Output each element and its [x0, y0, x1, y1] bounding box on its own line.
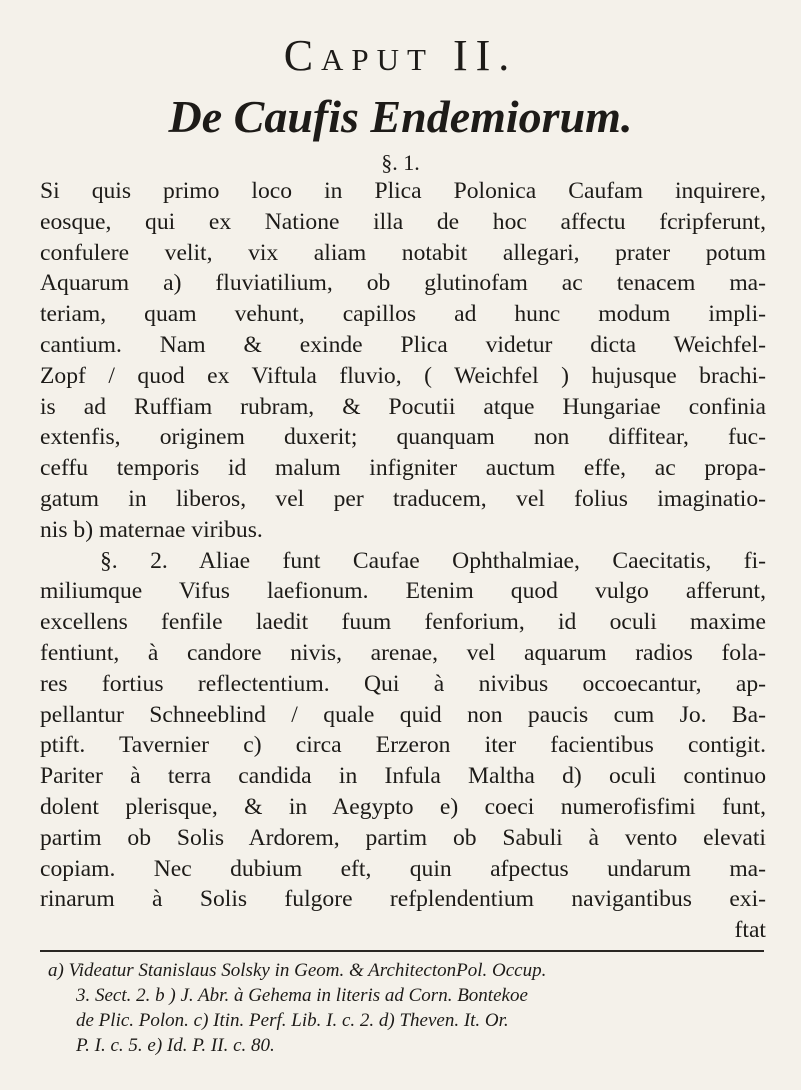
text-line: §. 2. Aliae funt Caufae Ophthalmiae, Caecitatis, fi-: [100, 547, 766, 574]
section-number: §. 1.: [381, 150, 420, 175]
text-line: extenfis, originem duxerit; quanquam non diffitear, fuc-: [40, 424, 766, 451]
text-line: pellantur Schneeblind / quale quid non paucis cum Jo. Ba-: [40, 701, 766, 728]
text-line: excellens fenfile laedit fuum fenforium, id oculi maxime: [40, 609, 766, 636]
text-line: eosque, qui ex Natione illa de hoc affectu fcripferunt,: [40, 208, 766, 235]
footnote-line: 3. Sect. 2. b ) J. Abr. à Gehema in literis ad Corn. Bontekoe: [76, 985, 528, 1006]
text-line: gatum in liberos, vel per traducem, vel folius imaginatio-: [40, 485, 766, 512]
text-line: rinarum à Solis fulgore refplendentium navigantibus exi-: [40, 886, 766, 913]
text-line: is ad Ruffiam rubram, & Pocutii atque Hungariae confinia: [40, 393, 766, 420]
text-line: miliumque Vifus laefionum. Etenim quod vulgo afferunt,: [40, 578, 766, 605]
text-line: Pariter à terra candida in Infula Maltha d) oculi continuo: [40, 763, 766, 790]
text-line: Aquarum a) fluviatilium, ob glutinofam ac tenacem ma-: [40, 270, 766, 297]
footnotes: [48, 958, 760, 1058]
body-text: [40, 176, 766, 946]
catchword: ftat: [734, 917, 766, 944]
text-line: ptift. Tavernier c) circa Erzeron iter facientibus contigit.: [40, 732, 766, 759]
text-line: dolent plerisque, & in Aegypto e) coeci numerofisfimi funt,: [40, 793, 766, 820]
text-line: copiam. Nec dubium eft, quin afpectus undarum ma-: [40, 855, 766, 882]
chapter-subtitle: De Caufis Endemiorum.: [168, 91, 633, 142]
text-line: res fortius reflectentium. Qui à nivibus occoecantur, ap-: [40, 670, 766, 697]
footnote-line: a) Videatur Stanislaus Solsky in Geom. & ArchitectonPol. Occup.: [48, 960, 547, 981]
footnote-line: de Plic. Polon. c) Itin. Perf. Lib. I. c. 2. d) Theven. It. Or.: [76, 1010, 509, 1031]
text-line: partim ob Solis Ardorem, partim ob Sabuli à vento elevati: [40, 824, 766, 851]
text-line: nis b) maternae viribus.: [40, 516, 263, 543]
footnote-line: P. I. c. 5. e) Id. P. II. c. 80.: [76, 1035, 275, 1056]
text-line: Si quis primo loco in Plica Polonica Caufam inquirere,: [40, 178, 766, 204]
text-line: teriam, quam vehunt, capillos ad hunc modum impli-: [40, 301, 766, 328]
text-line: Zopf / quod ex Viftula fluvio, ( Weichfel ) hujusque brachi-: [40, 362, 766, 389]
text-line: confulere velit, vix aliam notabit allegari, prater potum: [40, 239, 766, 266]
text-line: fentiunt, à candore nivis, arenae, vel aquarum radios fola-: [40, 639, 766, 666]
text-line: cantium. Nam & exinde Plica videtur dicta Weichfel-: [40, 331, 766, 358]
text-line: ceffu temporis id malum infigniter auctum effe, ac propa-: [40, 455, 766, 482]
footnote-divider: [40, 950, 764, 952]
chapter-heading: Caput II.: [283, 31, 518, 80]
